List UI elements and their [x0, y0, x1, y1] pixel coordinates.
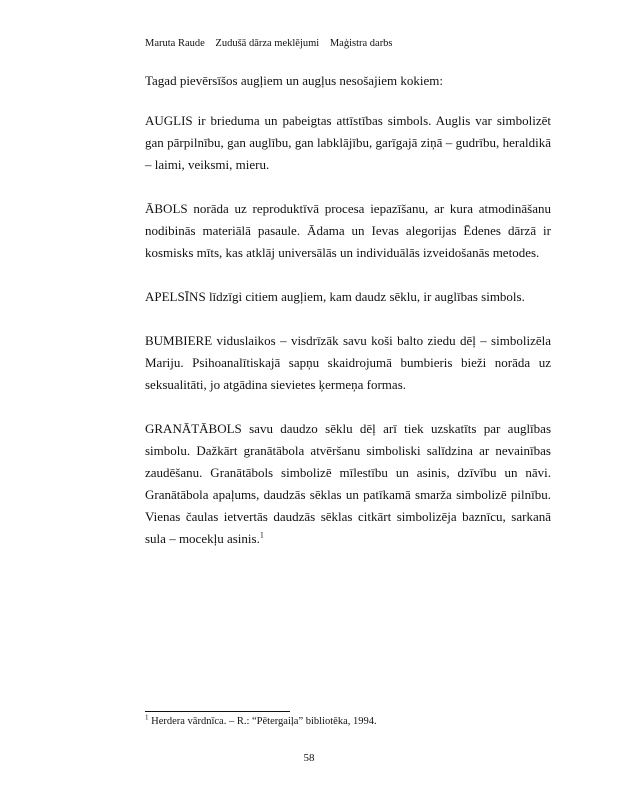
paragraph-bumbiere	[145, 330, 551, 396]
definition-auglis: ir brieduma un pabeigtas attīstības simbols. Auglis var simbolizēt gan pārpilnību, gan auglību, gan labklājību, garīgajā ziņā – gudrību, heraldikā – laimi, veiksmi, mieru.	[145, 113, 551, 172]
paragraph-apelsins	[145, 286, 551, 308]
term-bumbiere: BUMBIERE	[145, 333, 213, 348]
term-auglis: AUGLIS	[145, 113, 193, 128]
definition-bumbiere: viduslaikos – visdrīzāk savu koši balto ziedu dēļ – simbolizēla Mariju. Psihoanalītiskajā sapņu skaidrojumā bumbieris bieži norāda uz seksualitāti, jo atgādina sievietes ķermeņa formas.	[145, 333, 551, 392]
term-apelsins: APELSĪNS	[145, 289, 206, 304]
footnote-reference[interactable]: 1	[259, 530, 264, 540]
footnote-text: Herdera vārdnīca. – R.: “Pētergaiļa” bibliotēka, 1994.	[148, 716, 377, 727]
paragraph-auglis	[145, 110, 551, 176]
definition-granatabols: savu daudzo sēklu dēļ arī tiek uzskatīts par auglības simbolu. Dažkārt granātābola atvēršanu simboliski salīdzina ar nevainības zaudēšanu. Granātābols simbolizē mīlestību un asinis, dzīvību un nāvi. Granātābola apaļums, daudzās sēklas un patīkamā smarža simbolizē pilnību. Vienas čaulas ietvertās daudzās sēklas citkārt simbolizēja baznīcu, sarkanā sula – mocekļu asinis.	[145, 421, 551, 546]
term-granatabols: GRANĀTĀBOLS	[145, 421, 242, 436]
definition-apelsins: līdzīgi citiem augļiem, kam daudz sēklu, ir auglības simbols.	[205, 289, 525, 304]
paragraph-granatabols	[145, 418, 551, 550]
footnote	[145, 713, 377, 727]
paragraph-abols	[145, 198, 551, 264]
header-title: Zudušā dārza meklējumi	[215, 38, 320, 49]
page-number: 58	[303, 752, 315, 764]
footnote-marker: 1	[145, 713, 149, 722]
intro-paragraph: Tagad pievērsīšos augļiem un augļus nesošajiem kokiem:	[145, 73, 444, 88]
footnote-divider	[145, 711, 290, 712]
definition-abols: norāda uz reproduktīvā procesa iepazīšanu, ar kura atmodināšanu nodibinās materiālā pasaule. Ādama un Ievas alegorijas Ēdenes dārzā ir kosmisks mīts, kas atklāj universālās un individuālās izveidošanās metodes.	[145, 201, 551, 260]
running-header	[145, 38, 401, 49]
term-abols: ĀBOLS	[145, 201, 188, 216]
body-text	[145, 70, 551, 572]
header-type: Maģistra darbs	[329, 38, 393, 49]
header-author: Maruta Raudе	[145, 38, 205, 49]
